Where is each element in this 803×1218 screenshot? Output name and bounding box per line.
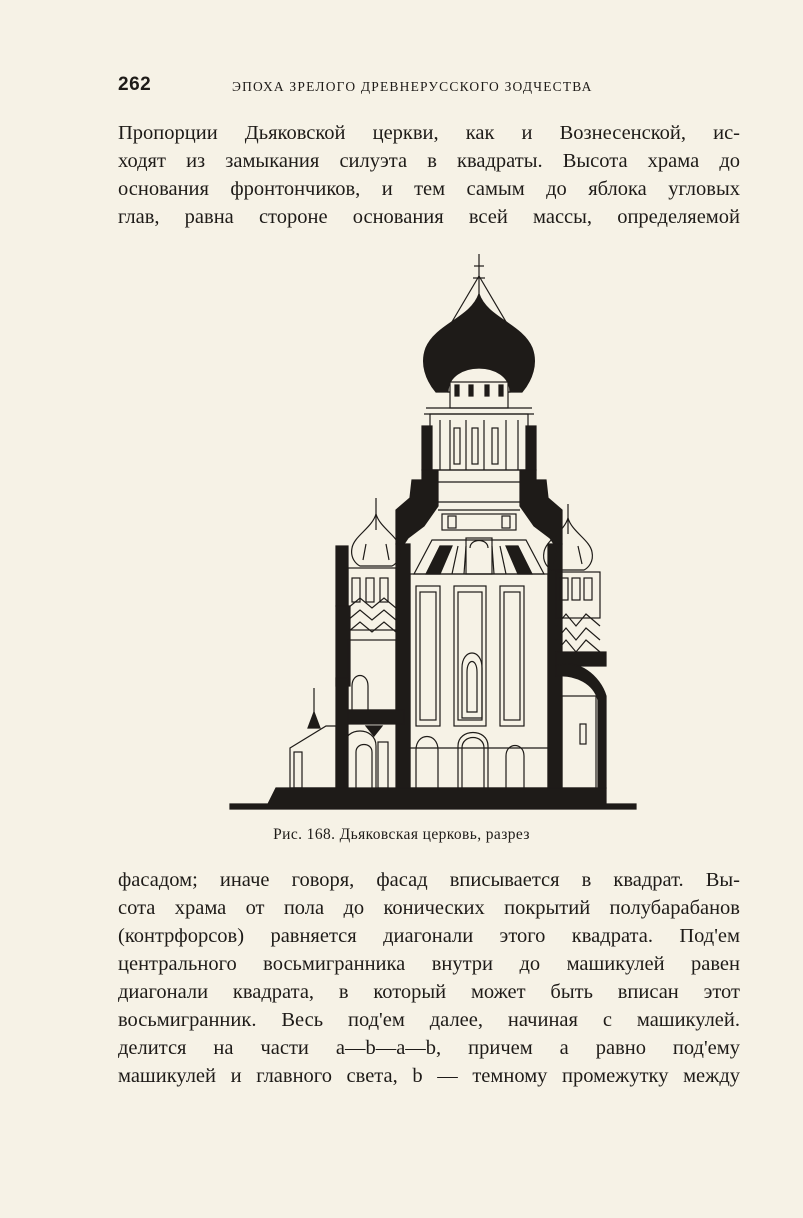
text-line: Пропорции Дьяковской церкви, как и Вознесенской, ис- (118, 122, 740, 144)
running-title: ЭПОХА ЗРЕЛОГО ДРЕВНЕРУССКОГО ЗОДЧЕСТВА (232, 79, 593, 94)
paragraph-bottom (118, 866, 740, 1090)
text-line: сота храма от пола до конических покрытий полубарабанов (118, 897, 740, 919)
text-line: восьмигранник. Весь под'ем далее, начиная с машикулей. (118, 1009, 740, 1031)
right-vault (556, 664, 606, 788)
text-line: центрального восьмигранника внутри до машикулей равен (118, 953, 740, 975)
text-line: диагонали квадрата, в который может быть вписан этот (118, 981, 740, 1003)
text-line: основания фронтончиков, и тем самым до яблока угловых (118, 178, 740, 200)
text-line: машикулей и главного света, b — темному промежутку между (118, 1065, 740, 1087)
text-line: делится на части a—b—a—b, причем a равно под'ему (118, 1037, 740, 1059)
text-line: фасадом; иначе говоря, фасад вписывается в квадрат. Вы- (118, 869, 740, 891)
ground-line (230, 788, 636, 809)
figure-caption: Рис. 168. Дьяковская церковь, разрез (273, 826, 530, 843)
church-section-drawing (226, 248, 642, 816)
text-line: ходят из замыкания силуэта в квадраты. Высота храма до (118, 150, 740, 172)
drum-wall (396, 470, 438, 544)
nave-wall-left (396, 544, 410, 788)
text-line: (контрфорсов) равняется диагонали этого квадрата. Под'ем (118, 925, 740, 947)
text-line: глав, равна стороне основания всей массы, определяемой (118, 206, 740, 228)
paragraph-top (118, 119, 740, 231)
page-number: 262 (118, 74, 152, 95)
